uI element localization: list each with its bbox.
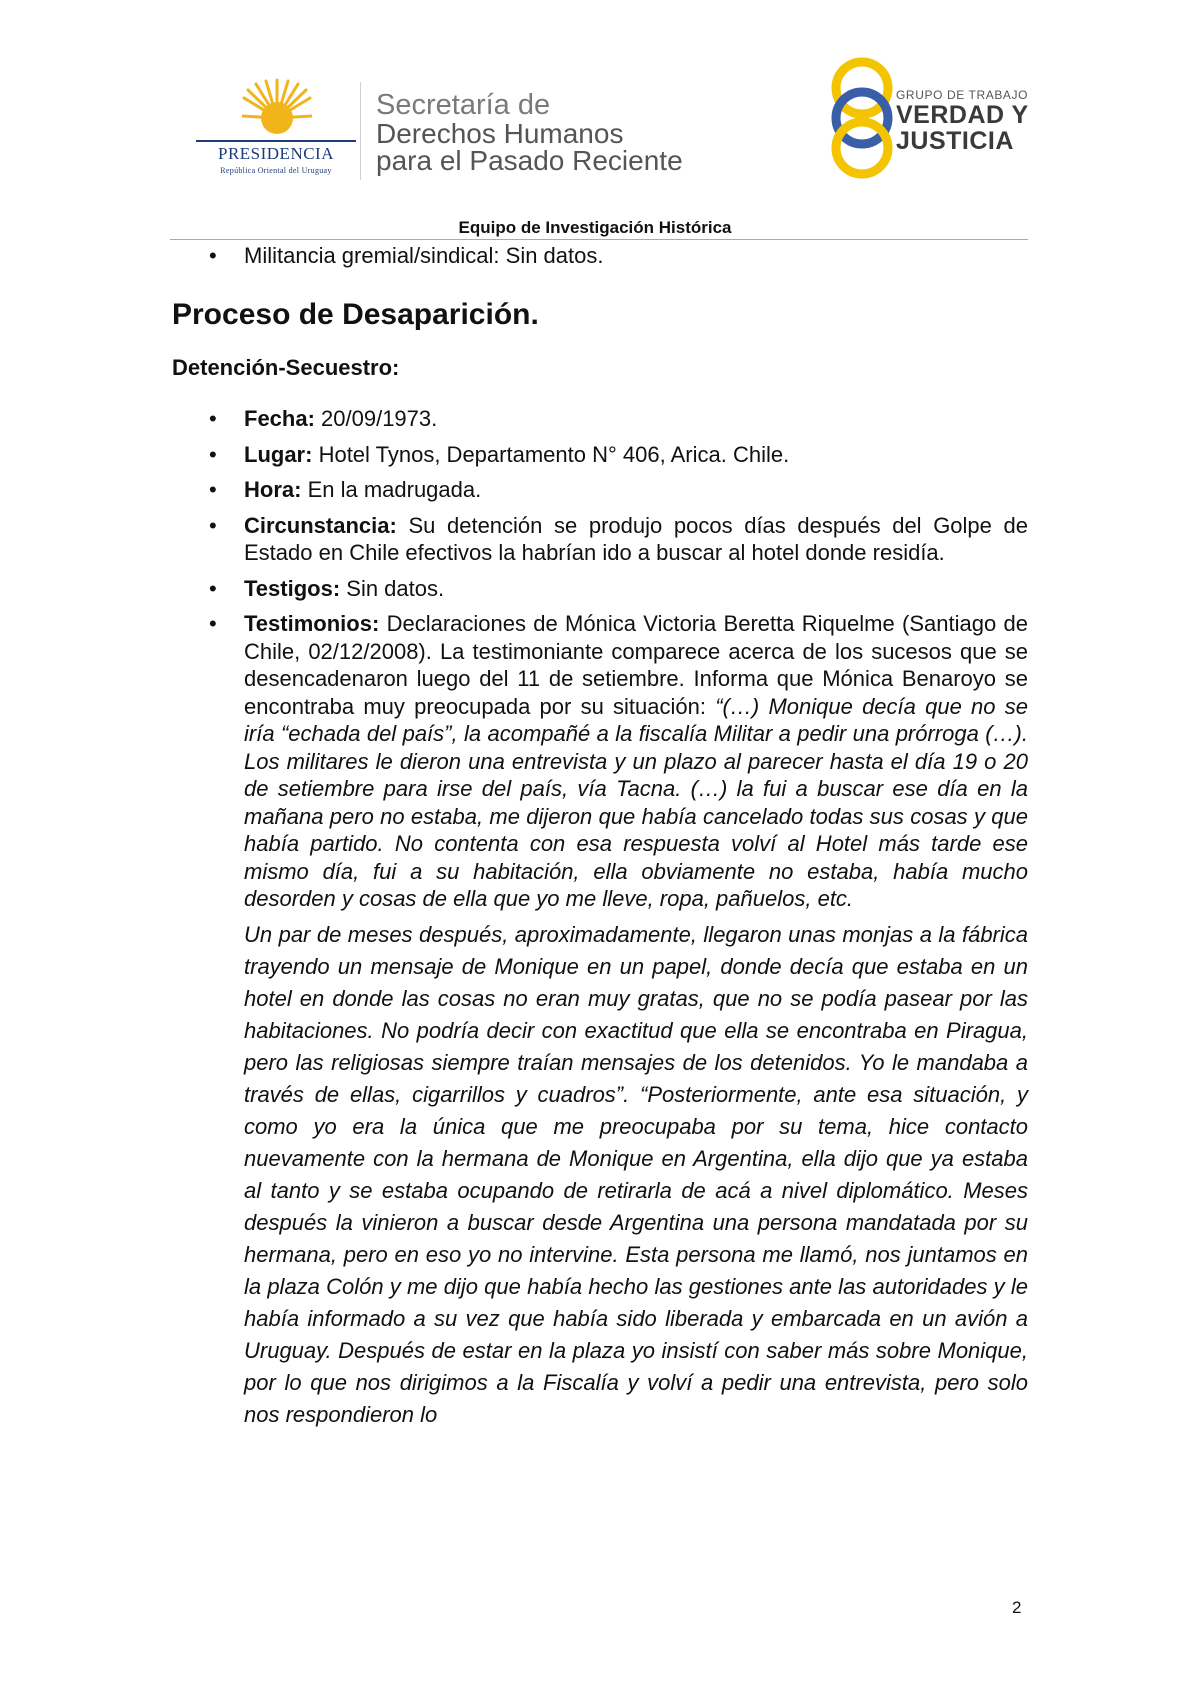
presidencia-subtitle: República Oriental del Uruguay <box>220 166 332 175</box>
militancia-text: Militancia gremial/sindical: Sin datos. <box>244 243 604 268</box>
vj-title-line2: JUSTICIA <box>896 127 1014 155</box>
detention-list <box>172 405 1028 913</box>
list-item <box>172 405 1028 433</box>
item-text: Hotel Tynos, Departamento N° 406, Arica. Chile. <box>312 441 790 467</box>
presidencia-rule <box>196 140 356 142</box>
secretaria-line2: Derechos Humanos <box>376 118 624 149</box>
secretaria-logo-text <box>376 90 683 174</box>
presidencia-logo <box>196 78 356 178</box>
item-text: En la madrugada. <box>301 477 482 502</box>
section-title: Proceso de Desaparición. <box>172 297 539 331</box>
bullet-marker: • <box>209 406 217 431</box>
sun-icon <box>242 78 312 142</box>
bullet-marker: • <box>209 512 217 538</box>
testimonios-quote: “(…) Monique decía que no se iría “echada del país”, la acompañé a la fiscalía Militar a pedir una prórroga (…). Los militares le dieron una entrevista y un plazo al parecer hasta el día 19 o 20 de setiembre para irse del país, vía Tacna. (…) la fui a buscar ese día en la mañana pero no estaba, me dijeron que había cancelado todas sus cosas y que había partido. No contenta con esa respuesta volví al Hotel más tarde ese mismo día, fui a su habitación, ella obviamente no estaba, había mucho desorden y cosas de ella que yo me lleve, ropa, pañuelos, etc. <box>244 693 1028 911</box>
item-text: 20/09/1973. <box>314 406 438 431</box>
secretaria-line1: Secretaría de <box>376 89 551 121</box>
subsection-title: Detención-Secuestro: <box>172 354 400 380</box>
presidencia-name: PRESIDENCIA <box>217 144 334 163</box>
document-body <box>172 240 1028 1431</box>
testimony-continuation: Un par de meses después, aproximadamente, llegaron unas monjas a la fábrica trayendo un mensaje de Monique en un papel, donde decía que estaba en un hotel en donde las cosas no eran muy gratas, que no se podía pasear por las habitaciones. No podría decir con exactitud que ella se encontraba en Piragua, pero las religiosas siempre traían mensajes de los detenidos. Yo le mandaba a través de ellas, cigarrillos y cuadros”. “Posteriormente, ante esa situación, y como yo era la única que me preocupaba por su tema, hice contacto nuevamente con la hermana de Monique en Argentina, ella dijo que ya estaba al tanto y se estaba ocupando de retirarla de acá a nivel diplomático. Meses después la vinieron a buscar desde Argentina una persona mandatada por su hermana, pero en eso yo no intervine. Esta persona me llamó, nos juntamos en la plaza Colón y me dijo que había hecho las gestiones ante las autoridades y le había informado a su vez que había sido liberada y embarcada en un avión a Uruguay. Después de estar en la plaza yo insistí con saber más sobre Monique, por lo que nos dirigimos a la Fiscalía y volví a pedir una entrevista, pero solo nos respondieron lo <box>244 921 1028 1427</box>
item-label: Hora: <box>244 477 302 502</box>
secretaria-line3: para el Pasado Reciente <box>376 145 683 176</box>
bullet-marker: • <box>209 611 217 636</box>
item-label: Circunstancia: <box>244 512 397 538</box>
testimonios-text: Declaraciones de Mónica Victoria Beretta Riquelme (Santiago de Chile, 02/12/2008). La testimoniante comparece acerca de los sucesos que se desencadenaron luego del 11 de setiembre. Informa que Mónica Benaroyo se encontraba muy preocupada por su situación: <box>244 611 1028 719</box>
testimonios-label: Testimonios: <box>244 611 380 636</box>
item-label: Fecha: <box>244 406 315 431</box>
bullet-marker: • <box>209 575 217 601</box>
item-label: Testigos: <box>244 575 341 601</box>
bullet-marker: • <box>209 243 217 268</box>
verdad-justicia-text <box>896 88 1029 154</box>
item-text: Sin datos. <box>340 575 445 601</box>
page-number: 2 <box>1012 1598 1022 1617</box>
team-heading: Equipo de Investigación Histórica <box>458 218 732 237</box>
bullet-marker: • <box>209 441 217 467</box>
vj-group-label: GRUPO DE TRABAJO <box>896 88 1029 102</box>
list-item <box>172 575 1028 603</box>
militancia-item <box>172 242 1028 270</box>
item-label: Lugar: <box>244 441 313 467</box>
header-divider <box>360 82 361 180</box>
testimonios-item <box>172 610 1028 913</box>
page-header <box>0 0 1190 240</box>
list-item <box>172 476 1028 504</box>
item-text: Su detención se produjo pocos días después del Golpe de Estado en Chile efectivos la habrían ido a buscar al hotel donde residía. <box>244 512 1028 565</box>
bullet-marker: • <box>209 477 217 502</box>
vj-title-line1: VERDAD Y <box>896 101 1029 129</box>
list-item <box>172 512 1028 567</box>
list-item <box>172 441 1028 469</box>
